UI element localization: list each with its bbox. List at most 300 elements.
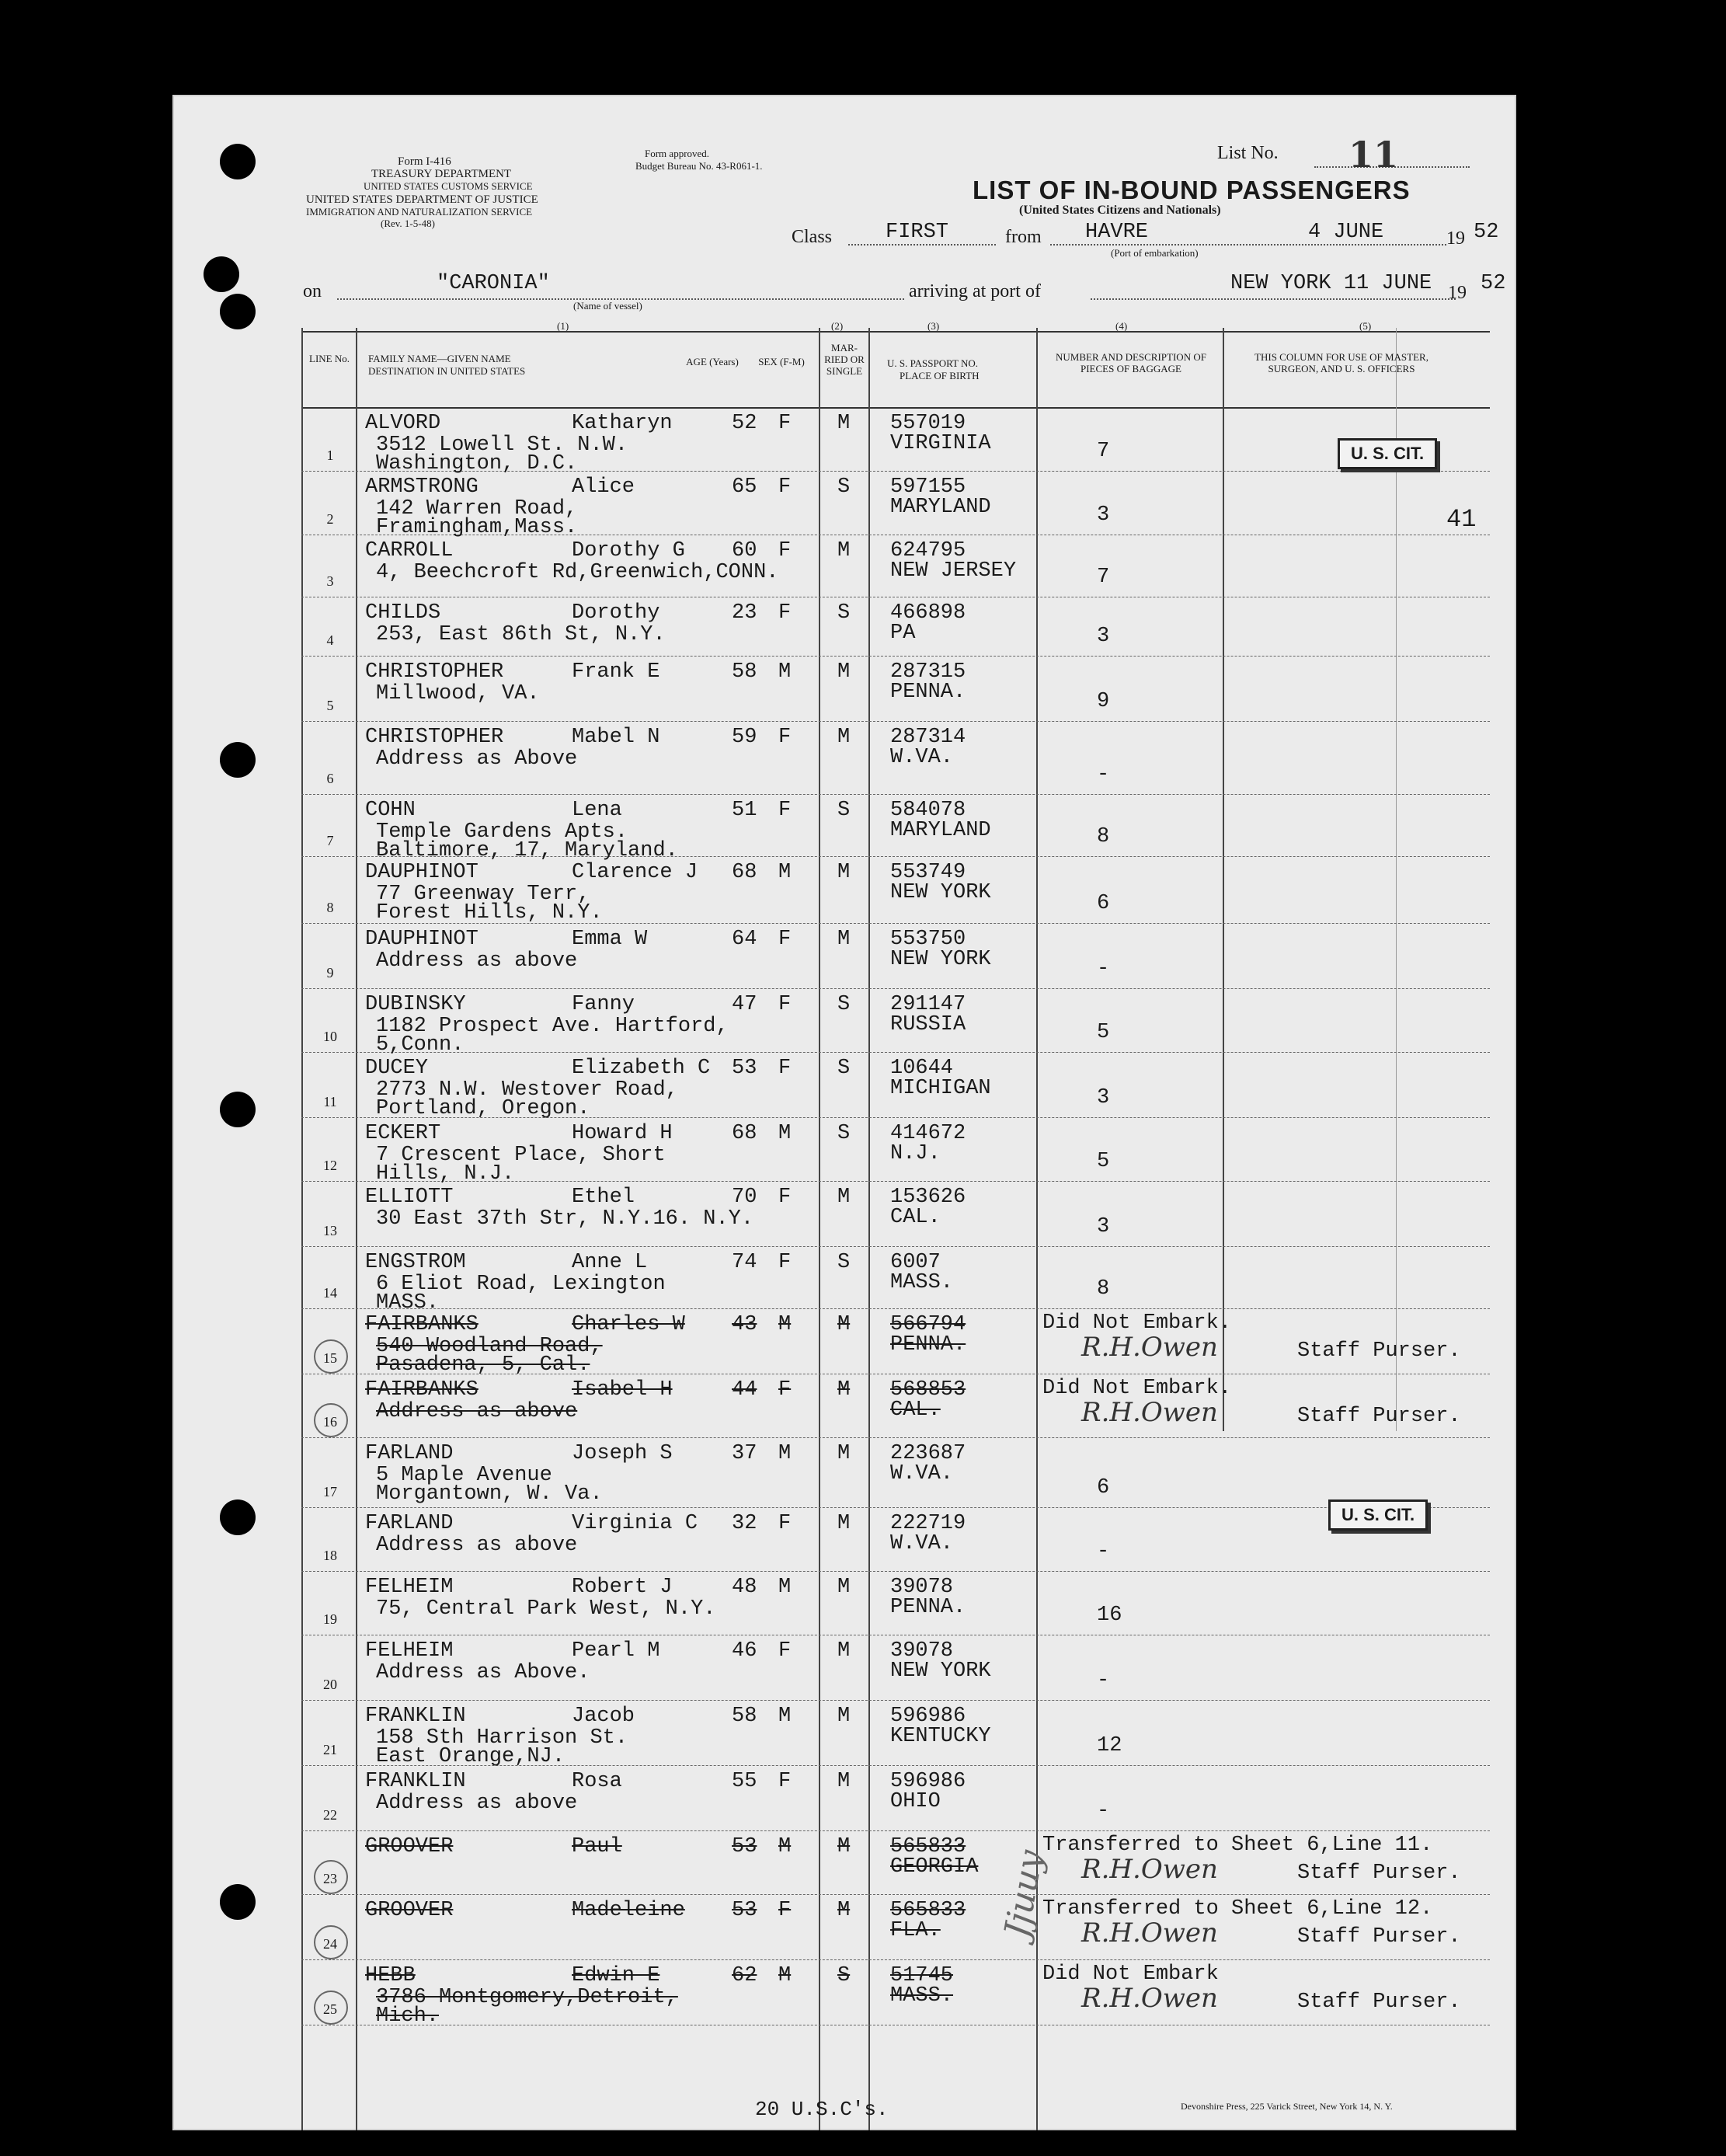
sex: F: [778, 928, 792, 951]
baggage-count: 3: [1097, 503, 1110, 527]
passport-number: 39078: [890, 1639, 954, 1663]
age: 48: [732, 1576, 757, 1599]
binder-hole: [220, 1884, 256, 1920]
address-line-2: Pasadena, 5, Cal.: [376, 1353, 590, 1377]
age: 70: [732, 1186, 757, 1209]
baggage-count: 6: [1097, 892, 1110, 915]
address-line-1: 7 Crescent Place, Short: [376, 1144, 666, 1167]
given-name: Isabel H: [572, 1378, 673, 1402]
age: 58: [732, 1705, 757, 1728]
baggage-count: 16: [1097, 1604, 1122, 1627]
line-number: 22: [323, 1807, 337, 1823]
sex: F: [778, 475, 792, 499]
line-circle: [314, 1339, 348, 1374]
arrival-port: NEW YORK 11 JUNE: [1230, 272, 1432, 295]
place-of-birth: MARYLAND: [890, 496, 991, 519]
line-number: 23: [323, 1871, 337, 1886]
place-of-birth: N.J.: [890, 1142, 941, 1165]
place-of-birth: NEW JERSEY: [890, 559, 1017, 583]
address-line-2: Framingham,Mass.: [376, 516, 578, 539]
passport-number: 596986: [890, 1770, 966, 1793]
departure-year: 52: [1474, 221, 1499, 244]
baggage-count: 5: [1097, 1150, 1110, 1173]
remark: Transferred to Sheet 6,Line 12.: [1042, 1897, 1433, 1921]
line-number: 2: [326, 511, 334, 527]
marital-status: M: [837, 1186, 851, 1209]
address-line-1: 1182 Prospect Ave. Hartford,: [376, 1015, 729, 1038]
place-of-birth: MASS.: [890, 1984, 954, 2008]
passport-number: 557019: [890, 412, 966, 435]
marital-status: M: [837, 1835, 851, 1858]
sex: M: [778, 861, 792, 884]
passport-number: 466898: [890, 601, 966, 625]
address-line-1: Millwood, VA.: [376, 682, 540, 705]
line-number: 10: [323, 1029, 337, 1044]
given-name: Paul: [572, 1835, 622, 1858]
passport-number: 624795: [890, 539, 966, 563]
age: 68: [732, 1122, 757, 1145]
row-separator: [301, 1830, 1490, 1831]
sex: M: [778, 1835, 792, 1858]
given-name: Clarence J: [572, 861, 698, 884]
arrival-year: 52: [1481, 272, 1506, 295]
marital-status: M: [837, 1770, 851, 1793]
marital-status: M: [837, 1639, 851, 1663]
given-name: Alice: [572, 475, 635, 499]
sex: F: [778, 1186, 792, 1209]
row-separator: [301, 1894, 1490, 1895]
marital-status: M: [837, 412, 851, 435]
embark-note: (Port of embarkation): [1111, 247, 1199, 259]
address-line-2: Hills, N.J.: [376, 1162, 515, 1186]
document-subtitle: (United States Citizens and Nationals): [1019, 204, 1221, 217]
given-name: Anne L: [572, 1251, 648, 1274]
address-line-2: Washington, D.C.: [376, 452, 578, 475]
line-number: 9: [326, 965, 334, 980]
place-of-birth: PENNA.: [890, 1596, 966, 1619]
family-name: FRANKLIN: [365, 1705, 466, 1728]
passport-number: 597155: [890, 475, 966, 499]
address-line-1: 6 Eliot Road, Lexington: [376, 1273, 666, 1296]
given-name: Katharyn: [572, 412, 673, 435]
baggage-count: 3: [1097, 1086, 1110, 1109]
age: 52: [732, 412, 757, 435]
family-name: ARMSTRONG: [365, 475, 478, 499]
vessel-note: (Name of vessel): [573, 300, 642, 312]
line-number: 5: [326, 698, 334, 713]
passport-number: 414672: [890, 1122, 966, 1145]
family-name: CHRISTOPHER: [365, 660, 504, 684]
sex: F: [778, 539, 792, 563]
age: 32: [732, 1512, 757, 1535]
list-no-label: List No.: [1217, 143, 1279, 163]
col-officer-header: THIS COLUMN FOR USE OF MASTER, SURGEON, AND U. S. OFFICERS: [1254, 351, 1428, 374]
address-line-1: 4, Beechcroft Rd,Greenwich,CONN.: [376, 561, 779, 584]
marital-status: M: [837, 1378, 851, 1402]
given-name: Fanny: [572, 993, 635, 1016]
given-name: Elizabeth C: [572, 1057, 711, 1080]
address-line-1: 75, Central Park West, N.Y.: [376, 1597, 716, 1621]
binder-hole: [204, 256, 239, 292]
given-name: Dorothy G: [572, 539, 685, 563]
family-name: ECKERT: [365, 1122, 441, 1145]
sex: F: [778, 1770, 792, 1793]
address-line-2: Mich.: [376, 2004, 440, 2028]
family-name: FELHEIM: [365, 1639, 454, 1663]
sex: F: [778, 1899, 792, 1922]
row-separator: [301, 656, 1490, 657]
age: 59: [732, 726, 757, 749]
age: 53: [732, 1899, 757, 1922]
family-name: GROOVER: [365, 1835, 454, 1858]
family-name: ENGSTROM: [365, 1251, 466, 1274]
sex: M: [778, 1122, 792, 1145]
form-id: Form I-416: [398, 155, 451, 168]
family-name: DUBINSKY: [365, 993, 466, 1016]
address-line-1: 3786 Montgomery,Detroit,: [376, 1986, 678, 2009]
line-circle: [314, 1925, 348, 1959]
line-number: 6: [326, 771, 334, 786]
address-line-1: 540 Woodland Road,: [376, 1335, 603, 1358]
address-line-1: 142 Warren Road,: [376, 497, 578, 521]
place-of-birth: CAL.: [890, 1206, 941, 1229]
sex: F: [778, 1378, 792, 1402]
line-number: 21: [323, 1742, 337, 1757]
sex: F: [778, 993, 792, 1016]
line-number: 8: [326, 900, 334, 915]
family-name: HEBB: [365, 1964, 416, 1987]
passport-number: 10644: [890, 1057, 954, 1080]
passport-number: 39078: [890, 1576, 954, 1599]
from-label: from: [1005, 227, 1042, 247]
row-separator: [301, 1437, 1490, 1438]
binder-hole: [220, 742, 256, 778]
family-name: COHN: [365, 799, 416, 822]
line-number: 15: [323, 1350, 337, 1366]
sex: F: [778, 601, 792, 625]
line-number: 18: [323, 1548, 337, 1563]
age: 60: [732, 539, 757, 563]
family-name: DUCEY: [365, 1057, 429, 1080]
sex: F: [778, 1512, 792, 1535]
passport-number: 223687: [890, 1442, 966, 1465]
baggage-count: -: [1097, 1799, 1110, 1823]
passport-number: 553750: [890, 928, 966, 951]
address-line-1: Address as Above: [376, 747, 578, 771]
baggage-count: 7: [1097, 566, 1110, 589]
marital-status: M: [837, 660, 851, 684]
sex: F: [778, 1251, 792, 1274]
given-name: Madeleine: [572, 1899, 685, 1922]
address-line-1: 3512 Lowell St. N.W.: [376, 434, 628, 457]
place-of-birth: PENNA.: [890, 681, 966, 704]
sex: M: [778, 1705, 792, 1728]
place-of-birth: W.VA.: [890, 1532, 954, 1555]
binder-hole: [220, 1499, 256, 1535]
passport-number: 565833: [890, 1899, 966, 1922]
purser-signature: R.H.Owen: [1081, 1983, 1218, 2014]
marital-status: S: [837, 1964, 851, 1987]
remark: Transferred to Sheet 6,Line 11.: [1042, 1834, 1433, 1857]
sex: M: [778, 1576, 792, 1599]
purser-signature: R.H.Owen: [1081, 1917, 1218, 1949]
col-num-2: (2): [831, 320, 844, 332]
given-name: Dorothy: [572, 601, 660, 625]
marital-status: M: [837, 1705, 851, 1728]
age: 68: [732, 861, 757, 884]
binder-hole: [220, 144, 256, 179]
family-name: FARLAND: [365, 1512, 454, 1535]
age: 58: [732, 660, 757, 684]
age: 53: [732, 1057, 757, 1080]
address-line-1: Address as above: [376, 949, 578, 973]
age: 37: [732, 1442, 757, 1465]
age: 65: [732, 475, 757, 499]
list-no-value: 11: [1348, 134, 1399, 176]
address-line-2: Portland, Oregon.: [376, 1097, 590, 1120]
age: 46: [732, 1639, 757, 1663]
age: 64: [732, 928, 757, 951]
on-label: on: [303, 281, 322, 301]
sex: F: [778, 1057, 792, 1080]
place-of-birth: FLA.: [890, 1919, 941, 1942]
staff-purser-label: Staff Purser.: [1297, 1405, 1461, 1428]
baggage-count: 8: [1097, 825, 1110, 848]
family-name: FARLAND: [365, 1442, 454, 1465]
purser-signature: R.H.Owen: [1081, 1397, 1218, 1428]
baggage-count: 12: [1097, 1734, 1122, 1757]
passport-number: 153626: [890, 1186, 966, 1209]
given-name: Joseph S: [572, 1442, 673, 1465]
family-name: FAIRBANKS: [365, 1378, 478, 1402]
passport-number: 568853: [890, 1378, 966, 1402]
given-name: Jacob: [572, 1705, 635, 1728]
marital-status: S: [837, 475, 851, 499]
place-of-birth: W.VA.: [890, 1462, 954, 1486]
address-line-1: 77 Greenway Terr,: [376, 883, 590, 906]
arr-year-prefix: 19: [1448, 283, 1467, 303]
passport-number: 222719: [890, 1512, 966, 1535]
place-of-birth: VIRGINIA: [890, 432, 991, 455]
line-number: 11: [323, 1094, 337, 1109]
place-of-birth: GEORGIA: [890, 1855, 979, 1879]
col-destination-header: DESTINATION IN UNITED STATES: [368, 365, 526, 377]
sex: F: [778, 799, 792, 822]
line-number: 12: [323, 1158, 337, 1173]
remark: Did Not Embark.: [1042, 1311, 1232, 1335]
baggage-count: -: [1097, 1540, 1110, 1563]
address-line-1: 158 Sth Harrison St.: [376, 1726, 628, 1750]
age: 55: [732, 1770, 757, 1793]
row-separator: [301, 1700, 1490, 1701]
passport-number: 565833: [890, 1835, 966, 1858]
line-circle: [314, 1403, 348, 1437]
family-name: FELHEIM: [365, 1576, 454, 1599]
given-name: Pearl M: [572, 1639, 660, 1663]
col-num-5: (5): [1359, 320, 1372, 332]
place-of-birth: OHIO: [890, 1790, 941, 1813]
departure-date: 4 JUNE: [1308, 221, 1384, 244]
col-num-3: (3): [927, 320, 940, 332]
remark: Did Not Embark.: [1042, 1377, 1232, 1400]
row-separator: [301, 1571, 1490, 1572]
row-separator: [301, 1959, 1490, 1960]
marital-status: M: [837, 1512, 851, 1535]
address-line-2: MASS.: [376, 1291, 440, 1315]
given-name: Emma W: [572, 928, 648, 951]
form-revision: (Rev. 1-5-48): [381, 218, 435, 229]
passport-number: 287314: [890, 726, 966, 749]
place-of-birth: NEW YORK: [890, 1660, 991, 1683]
col-baggage-header: NUMBER AND DESCRIPTION OF PIECES OF BAGGAGE: [1056, 351, 1206, 374]
passport-number: 6007: [890, 1251, 941, 1274]
family-name: CHRISTOPHER: [365, 726, 504, 749]
purser-signature: R.H.Owen: [1081, 1854, 1218, 1885]
family-name: FAIRBANKS: [365, 1313, 478, 1336]
binder-hole: [220, 1092, 256, 1127]
baggage-count: -: [1097, 957, 1110, 980]
col-line-header: LINE No.: [309, 353, 350, 364]
col-sex-header: SEX (F-M): [758, 356, 805, 367]
address-line-1: Address as Above.: [376, 1661, 590, 1684]
family-name: DAUPHINOT: [365, 861, 478, 884]
row-separator: [301, 1246, 1490, 1247]
marital-status: M: [837, 1899, 851, 1922]
col-passport-header: U. S. PASSPORT NO.: [887, 357, 978, 369]
line-circle: [314, 1860, 348, 1894]
dept-immigration: IMMIGRATION AND NATURALIZATION SERVICE: [306, 206, 533, 218]
baggage-count: -: [1097, 1669, 1110, 1692]
baggage-count: -: [1097, 763, 1110, 786]
family-name: CARROLL: [365, 539, 454, 563]
place-of-birth: MASS.: [890, 1271, 954, 1294]
line-number: 14: [323, 1285, 337, 1301]
line-number: 25: [323, 2001, 337, 2017]
place-of-birth: MARYLAND: [890, 819, 991, 842]
marital-status: S: [837, 1057, 851, 1080]
baggage-count: 3: [1097, 625, 1110, 648]
given-name: Frank E: [572, 660, 660, 684]
row-separator: [301, 1052, 1490, 1053]
dept-justice: UNITED STATES DEPARTMENT OF JUSTICE: [306, 193, 538, 206]
baggage-count: 9: [1097, 690, 1110, 713]
given-name: Charles W: [572, 1313, 685, 1336]
age: 47: [732, 993, 757, 1016]
address-line-1: 253, East 86th St, N.Y.: [376, 623, 666, 646]
passport-number: 596986: [890, 1705, 966, 1728]
purser-signature: R.H.Owen: [1081, 1332, 1218, 1363]
baggage-count: 6: [1097, 1476, 1110, 1499]
address-line-2: East Orange,NJ.: [376, 1745, 565, 1768]
address-line-1: 30 East 37th Str, N.Y.16. N.Y.: [376, 1207, 754, 1231]
marital-status: S: [837, 601, 851, 625]
marital-status: S: [837, 1251, 851, 1274]
given-name: Robert J: [572, 1576, 673, 1599]
baggage-count: 8: [1097, 1277, 1110, 1301]
passport-number: 566794: [890, 1313, 966, 1336]
handwritten-scribble: Jjuuy: [997, 1847, 1052, 1941]
col-birth-header: PLACE OF BIRTH: [900, 370, 980, 381]
place-of-birth: RUSSIA: [890, 1013, 966, 1036]
col-num-1: (1): [557, 320, 569, 332]
family-name: DAUPHINOT: [365, 928, 478, 951]
address-line-2: Baltimore, 17, Maryland.: [376, 839, 678, 862]
sex: F: [778, 726, 792, 749]
marital-status: M: [837, 1313, 851, 1336]
binder-hole: [220, 294, 256, 329]
staff-purser-label: Staff Purser.: [1297, 1862, 1461, 1885]
age: 23: [732, 601, 757, 625]
family-name: FRANKLIN: [365, 1770, 466, 1793]
age: 43: [732, 1313, 757, 1336]
dept-customs: UNITED STATES CUSTOMS SERVICE: [364, 180, 533, 192]
baggage-count: 5: [1097, 1021, 1110, 1044]
marital-status: M: [837, 928, 851, 951]
class-label: Class: [792, 227, 833, 247]
us-cit-stamp: U. S. CIT.: [1328, 1499, 1428, 1531]
given-name: Mabel N: [572, 726, 660, 749]
budget-bureau: Budget Bureau No. 43-R061-1.: [635, 160, 763, 172]
line-number: 7: [326, 833, 334, 848]
given-name: Lena: [572, 799, 622, 822]
line-number: 16: [323, 1414, 337, 1430]
passport-number: 51745: [890, 1964, 954, 1987]
address-line-2: 5,Conn.: [376, 1033, 465, 1057]
document-title: LIST OF IN-BOUND PASSENGERS: [973, 176, 1411, 204]
sex: M: [778, 660, 792, 684]
age: 62: [732, 1964, 757, 1987]
baggage-count: 3: [1097, 1215, 1110, 1238]
place-of-birth: KENTUCKY: [890, 1725, 991, 1748]
address-line-2: Forest Hills, N.Y.: [376, 901, 603, 925]
line-circle: [314, 1991, 348, 2025]
form-approved: Form approved.: [645, 148, 710, 159]
address-line-1: 5 Maple Avenue: [376, 1464, 552, 1487]
family-name: GROOVER: [365, 1899, 454, 1922]
given-name: Virginia C: [572, 1512, 698, 1535]
age: 44: [732, 1378, 757, 1402]
marital-status: M: [837, 861, 851, 884]
year-prefix: 19: [1446, 228, 1465, 249]
dept-treasury: TREASURY DEPARTMENT: [371, 168, 512, 180]
vessel-name: "CARONIA": [437, 272, 550, 295]
place-of-birth: PENNA.: [890, 1333, 966, 1357]
address-line-1: Temple Gardens Apts.: [376, 820, 628, 844]
line-number: 20: [323, 1677, 337, 1692]
marital-status: M: [837, 726, 851, 749]
sex: F: [778, 412, 792, 435]
marital-status: M: [837, 539, 851, 563]
line-number: 3: [326, 573, 334, 589]
family-name: ALVORD: [365, 412, 441, 435]
sex: M: [778, 1442, 792, 1465]
address-line-1: Address as above: [376, 1534, 578, 1557]
staff-purser-label: Staff Purser.: [1297, 1991, 1461, 2014]
family-name: ELLIOTT: [365, 1186, 454, 1209]
passport-number: 291147: [890, 993, 966, 1016]
marital-status: S: [837, 799, 851, 822]
marital-status: S: [837, 1122, 851, 1145]
line-number: 13: [323, 1223, 337, 1238]
address-line-2: Morgantown, W. Va.: [376, 1482, 603, 1506]
row-separator: [301, 721, 1490, 722]
printer-credit: Devonshire Press, 225 Varick Street, New York 14, N. Y.: [1181, 2101, 1393, 2112]
manifest-page: [172, 95, 1516, 2130]
arriving-label: arriving at port of: [909, 281, 1041, 301]
family-name: CHILDS: [365, 601, 441, 625]
embark-port: HAVRE: [1085, 221, 1149, 244]
line-number: 24: [323, 1936, 337, 1952]
